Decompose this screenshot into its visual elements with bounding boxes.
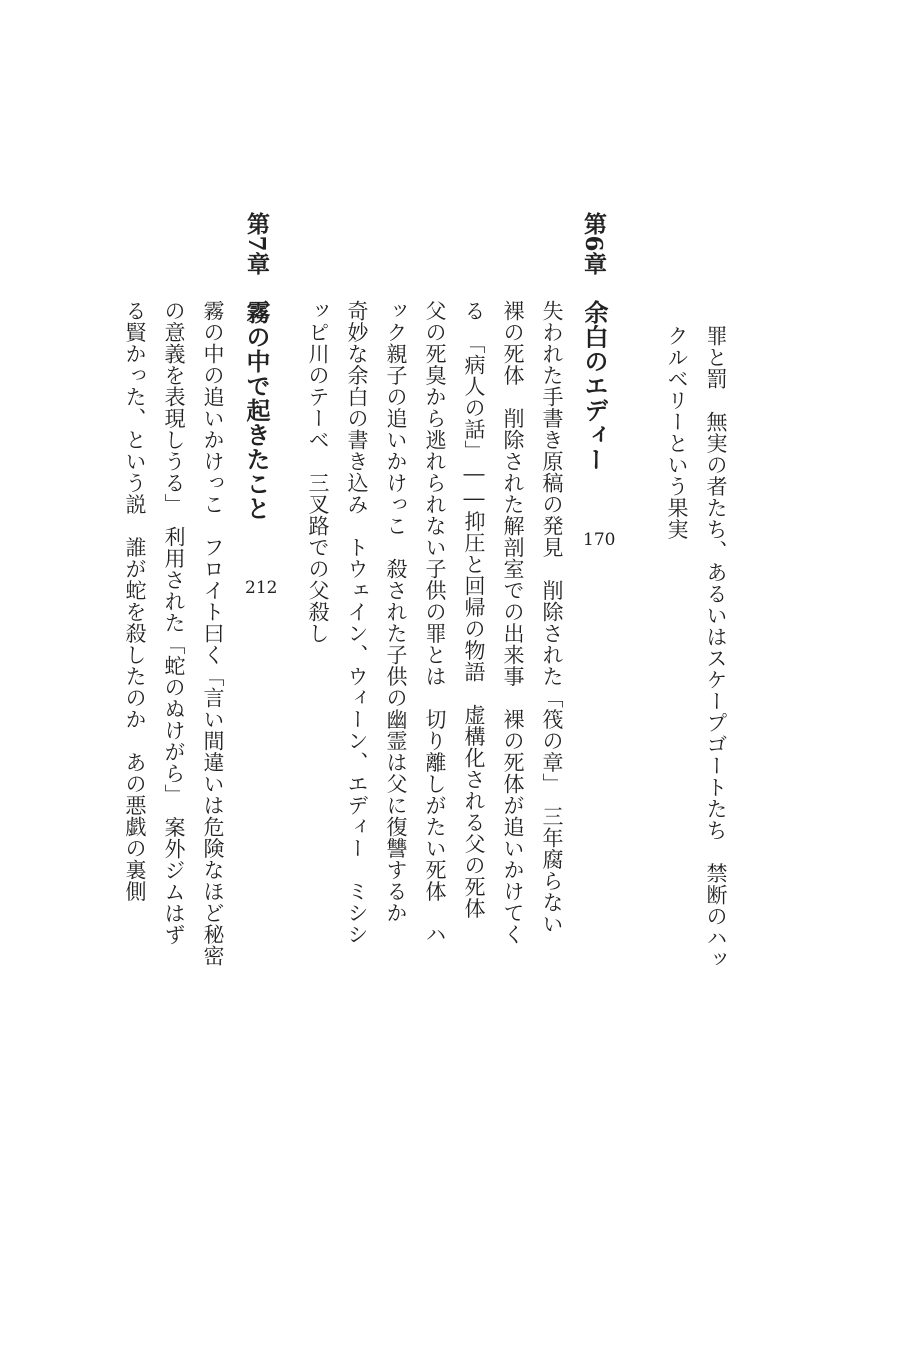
chapter7-title: 霧の中で起きたこと	[242, 300, 271, 521]
chapter6-line: 奇妙な余白の書き込み トウェイン、ウィーン、エディー ミシシ	[345, 300, 369, 945]
chapter6-page-number: 170	[583, 530, 616, 550]
chapter7-line: の意義を表現しうる」 利用された「蛇のぬけがら」 案外ジムはず	[162, 300, 186, 946]
chapter6-title: 余白のエディー	[580, 300, 609, 472]
chapter7-line: 霧の中の追いかけっこ フロイト曰く「言い間違いは危険なほど秘密	[201, 300, 225, 967]
chapter6-line: 裸の死体 削除された解剖室での出来事 裸の死体が追いかけてく	[501, 300, 525, 945]
chapter6-line: 失われた手書き原稿の発見 削除された「筏の章」 三年腐らない	[540, 300, 564, 935]
chapter6-label: 第6章	[580, 212, 607, 276]
chapter7-label: 第7章	[243, 212, 270, 276]
prev-chapter-line-1: 罪と罰 無実の者たち、あるいはスケープゴートたち 禁断のハッ	[704, 325, 728, 970]
chapter6-line: ック親子の追いかけっこ 殺された子供の幽霊は父に復讐するか	[384, 300, 408, 924]
chapter6-line: る 「病人の話」――抑圧と回帰の物語 虚構化される父の死体	[462, 300, 486, 919]
chapter7-page-number: 212	[245, 578, 278, 598]
chapter7-line: る賢かった、という説 誰が蛇を殺したのか あの悪戯の裏側	[123, 300, 147, 902]
prev-chapter-line-2: クルベリーという果実	[665, 325, 689, 540]
chapter6-line: 父の死臭から逃れられない子供の罪とは 切り離しがたい死体 ハ	[423, 300, 447, 945]
chapter6-line: ッピ川のテーベ 三叉路での父殺し	[306, 300, 330, 644]
